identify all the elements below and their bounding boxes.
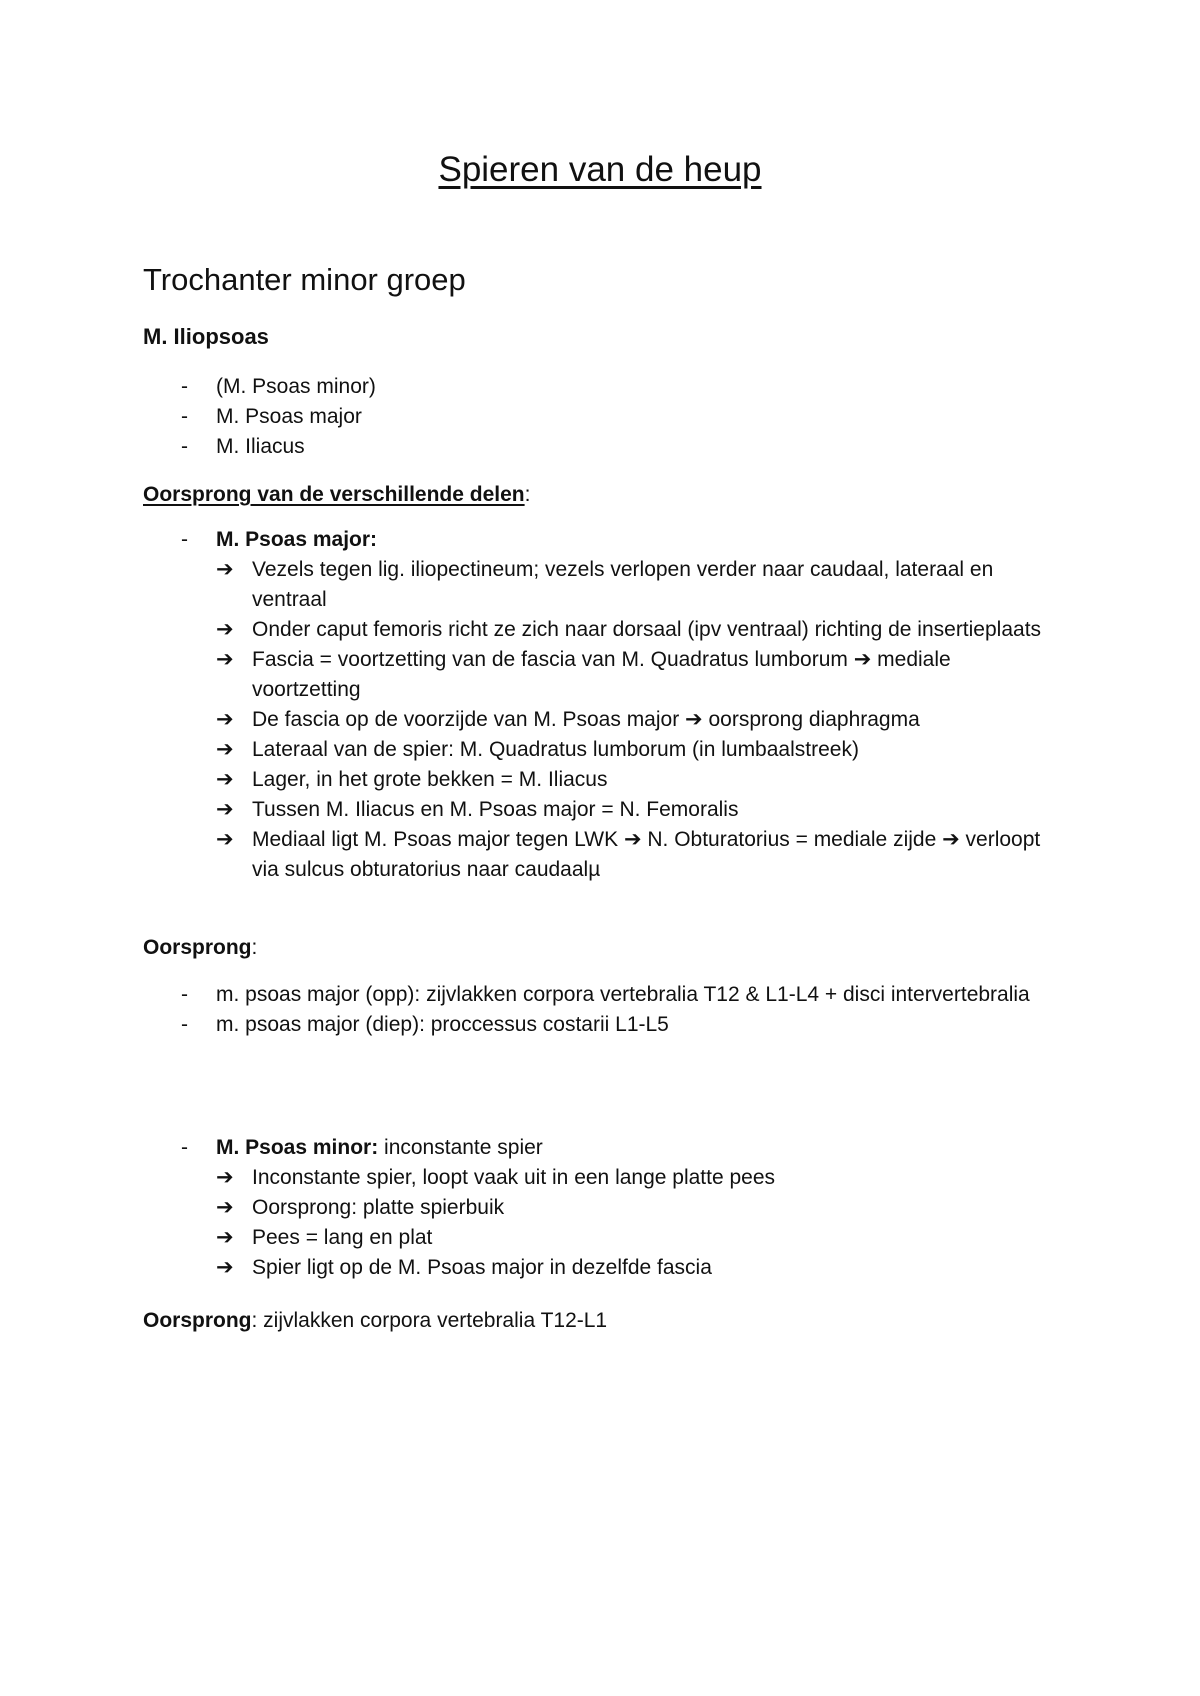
arrow-right-icon: ➔ (216, 648, 234, 671)
dash-marker: - (181, 983, 188, 1006)
subsection-heading: M. Iliopsoas (143, 324, 269, 349)
arrow-note (216, 615, 1043, 645)
arrow-note (216, 765, 1043, 795)
arrow-right-icon: ➔ (216, 708, 234, 731)
arrow-right-icon: ➔ (216, 1226, 234, 1249)
inline-arrow-icon: ➔ (618, 828, 648, 851)
inline-arrow-icon: ➔ (679, 708, 709, 731)
list-item (143, 432, 1043, 462)
psoas-minor-text: inconstante spier (378, 1136, 543, 1159)
note-text: Pees = lang en plat (252, 1226, 433, 1249)
note-text: Oorsprong: platte spierbuik (252, 1196, 505, 1219)
arrow-right-icon: ➔ (216, 768, 234, 791)
dash-marker: - (181, 1013, 188, 1036)
arrow-note (216, 1253, 1043, 1283)
arrow-note (216, 1223, 1043, 1253)
note-text: Lateraal van de spier: M. Quadratus lumborum (in lumbaalstreek) (252, 738, 859, 761)
origin-parts-label (143, 481, 530, 509)
final-origin-label: Oorsprong (143, 1309, 252, 1332)
arrow-note (216, 735, 1043, 765)
list-item-text: M. Psoas major (216, 405, 362, 428)
arrow-note (216, 825, 1043, 885)
dash-marker: - (181, 405, 188, 428)
inline-arrow-icon: ➔ (936, 828, 966, 851)
list-item (143, 980, 1043, 1010)
list-item-text: M. Iliacus (216, 435, 305, 458)
list-item-text: m. psoas major (opp): zijvlakken corpora vertebralia T12 & L1-L4 + disci intervertebralia (216, 983, 1030, 1006)
arrow-note (216, 555, 1043, 615)
psoas-minor-list (143, 1133, 1043, 1283)
arrow-right-icon: ➔ (216, 618, 234, 641)
list-item-text: (M. Psoas minor) (216, 375, 376, 398)
origin-list (143, 980, 1043, 1040)
psoas-minor-label: M. Psoas minor: (216, 1136, 379, 1159)
note-text: Tussen M. Iliacus en M. Psoas major = N. Femoralis (252, 798, 739, 821)
arrow-note (216, 705, 1043, 735)
psoas-major-label: M. Psoas major: (216, 528, 378, 551)
origin-label-text: Oorsprong (143, 936, 252, 959)
origin-label-suffix: : (251, 936, 258, 959)
list-item (143, 372, 1043, 402)
psoas-major-list (143, 525, 1043, 885)
arrow-note (216, 1193, 1043, 1223)
note-text: De fascia op de voorzijde van M. Psoas major ➔ oorsprong diaphragma (252, 708, 920, 731)
note-text: Onder caput femoris richt ze zich naar dorsaal (ipv ventraal) richting de insertieplaats (252, 618, 1042, 641)
document-title: Spieren van de heup (438, 150, 762, 189)
section-heading: Trochanter minor groep (143, 262, 466, 297)
note-text: Mediaal ligt M. Psoas major tegen LWK ➔ N. Obturatorius = mediale zijde ➔ verloopt via sulcus obturatorius naar caudaalµ (252, 828, 1041, 881)
list-item (143, 402, 1043, 432)
list-item (143, 1133, 1043, 1283)
arrow-right-icon: ➔ (216, 1256, 234, 1279)
arrow-note (216, 1163, 1043, 1193)
list-item (143, 1010, 1043, 1040)
origin-parts-label-text: Oorsprong van de verschillende delen (143, 483, 525, 506)
origin-label (143, 934, 257, 962)
final-origin (143, 1307, 607, 1335)
origin-parts-label-suffix: : (524, 483, 531, 506)
inline-arrow-icon: ➔ (847, 648, 878, 671)
note-text: Fascia = voortzetting van de fascia van M. Quadratus lumborum ➔ mediale voortzetting (252, 648, 951, 701)
arrow-right-icon: ➔ (216, 738, 234, 761)
arrow-note (216, 645, 1043, 705)
dash-marker: - (181, 1136, 188, 1159)
note-text: Spier ligt op de M. Psoas major in dezelfde fascia (252, 1256, 712, 1279)
dash-marker: - (181, 528, 188, 551)
list-item-text: m. psoas major (diep): proccessus costarii L1-L5 (216, 1013, 669, 1036)
arrow-right-icon: ➔ (216, 1196, 234, 1219)
note-text: Vezels tegen lig. iliopectineum; vezels verlopen verder naar caudaal, lateraal en ventraal (252, 558, 994, 611)
dash-marker: - (181, 435, 188, 458)
final-origin-text: : zijvlakken corpora vertebralia T12-L1 (251, 1309, 608, 1332)
arrow-right-icon: ➔ (216, 558, 234, 581)
iliopsoas-parts-list (143, 372, 1043, 462)
list-item (143, 525, 1043, 885)
note-text: Lager, in het grote bekken = M. Iliacus (252, 768, 608, 791)
dash-marker: - (181, 375, 188, 398)
arrow-right-icon: ➔ (216, 828, 234, 851)
psoas-major-notes (216, 555, 1043, 885)
note-text: Inconstante spier, loopt vaak uit in een lange platte pees (252, 1166, 776, 1189)
arrow-right-icon: ➔ (216, 798, 234, 821)
arrow-right-icon: ➔ (216, 1166, 234, 1189)
arrow-note (216, 795, 1043, 825)
psoas-minor-notes (216, 1163, 1043, 1283)
